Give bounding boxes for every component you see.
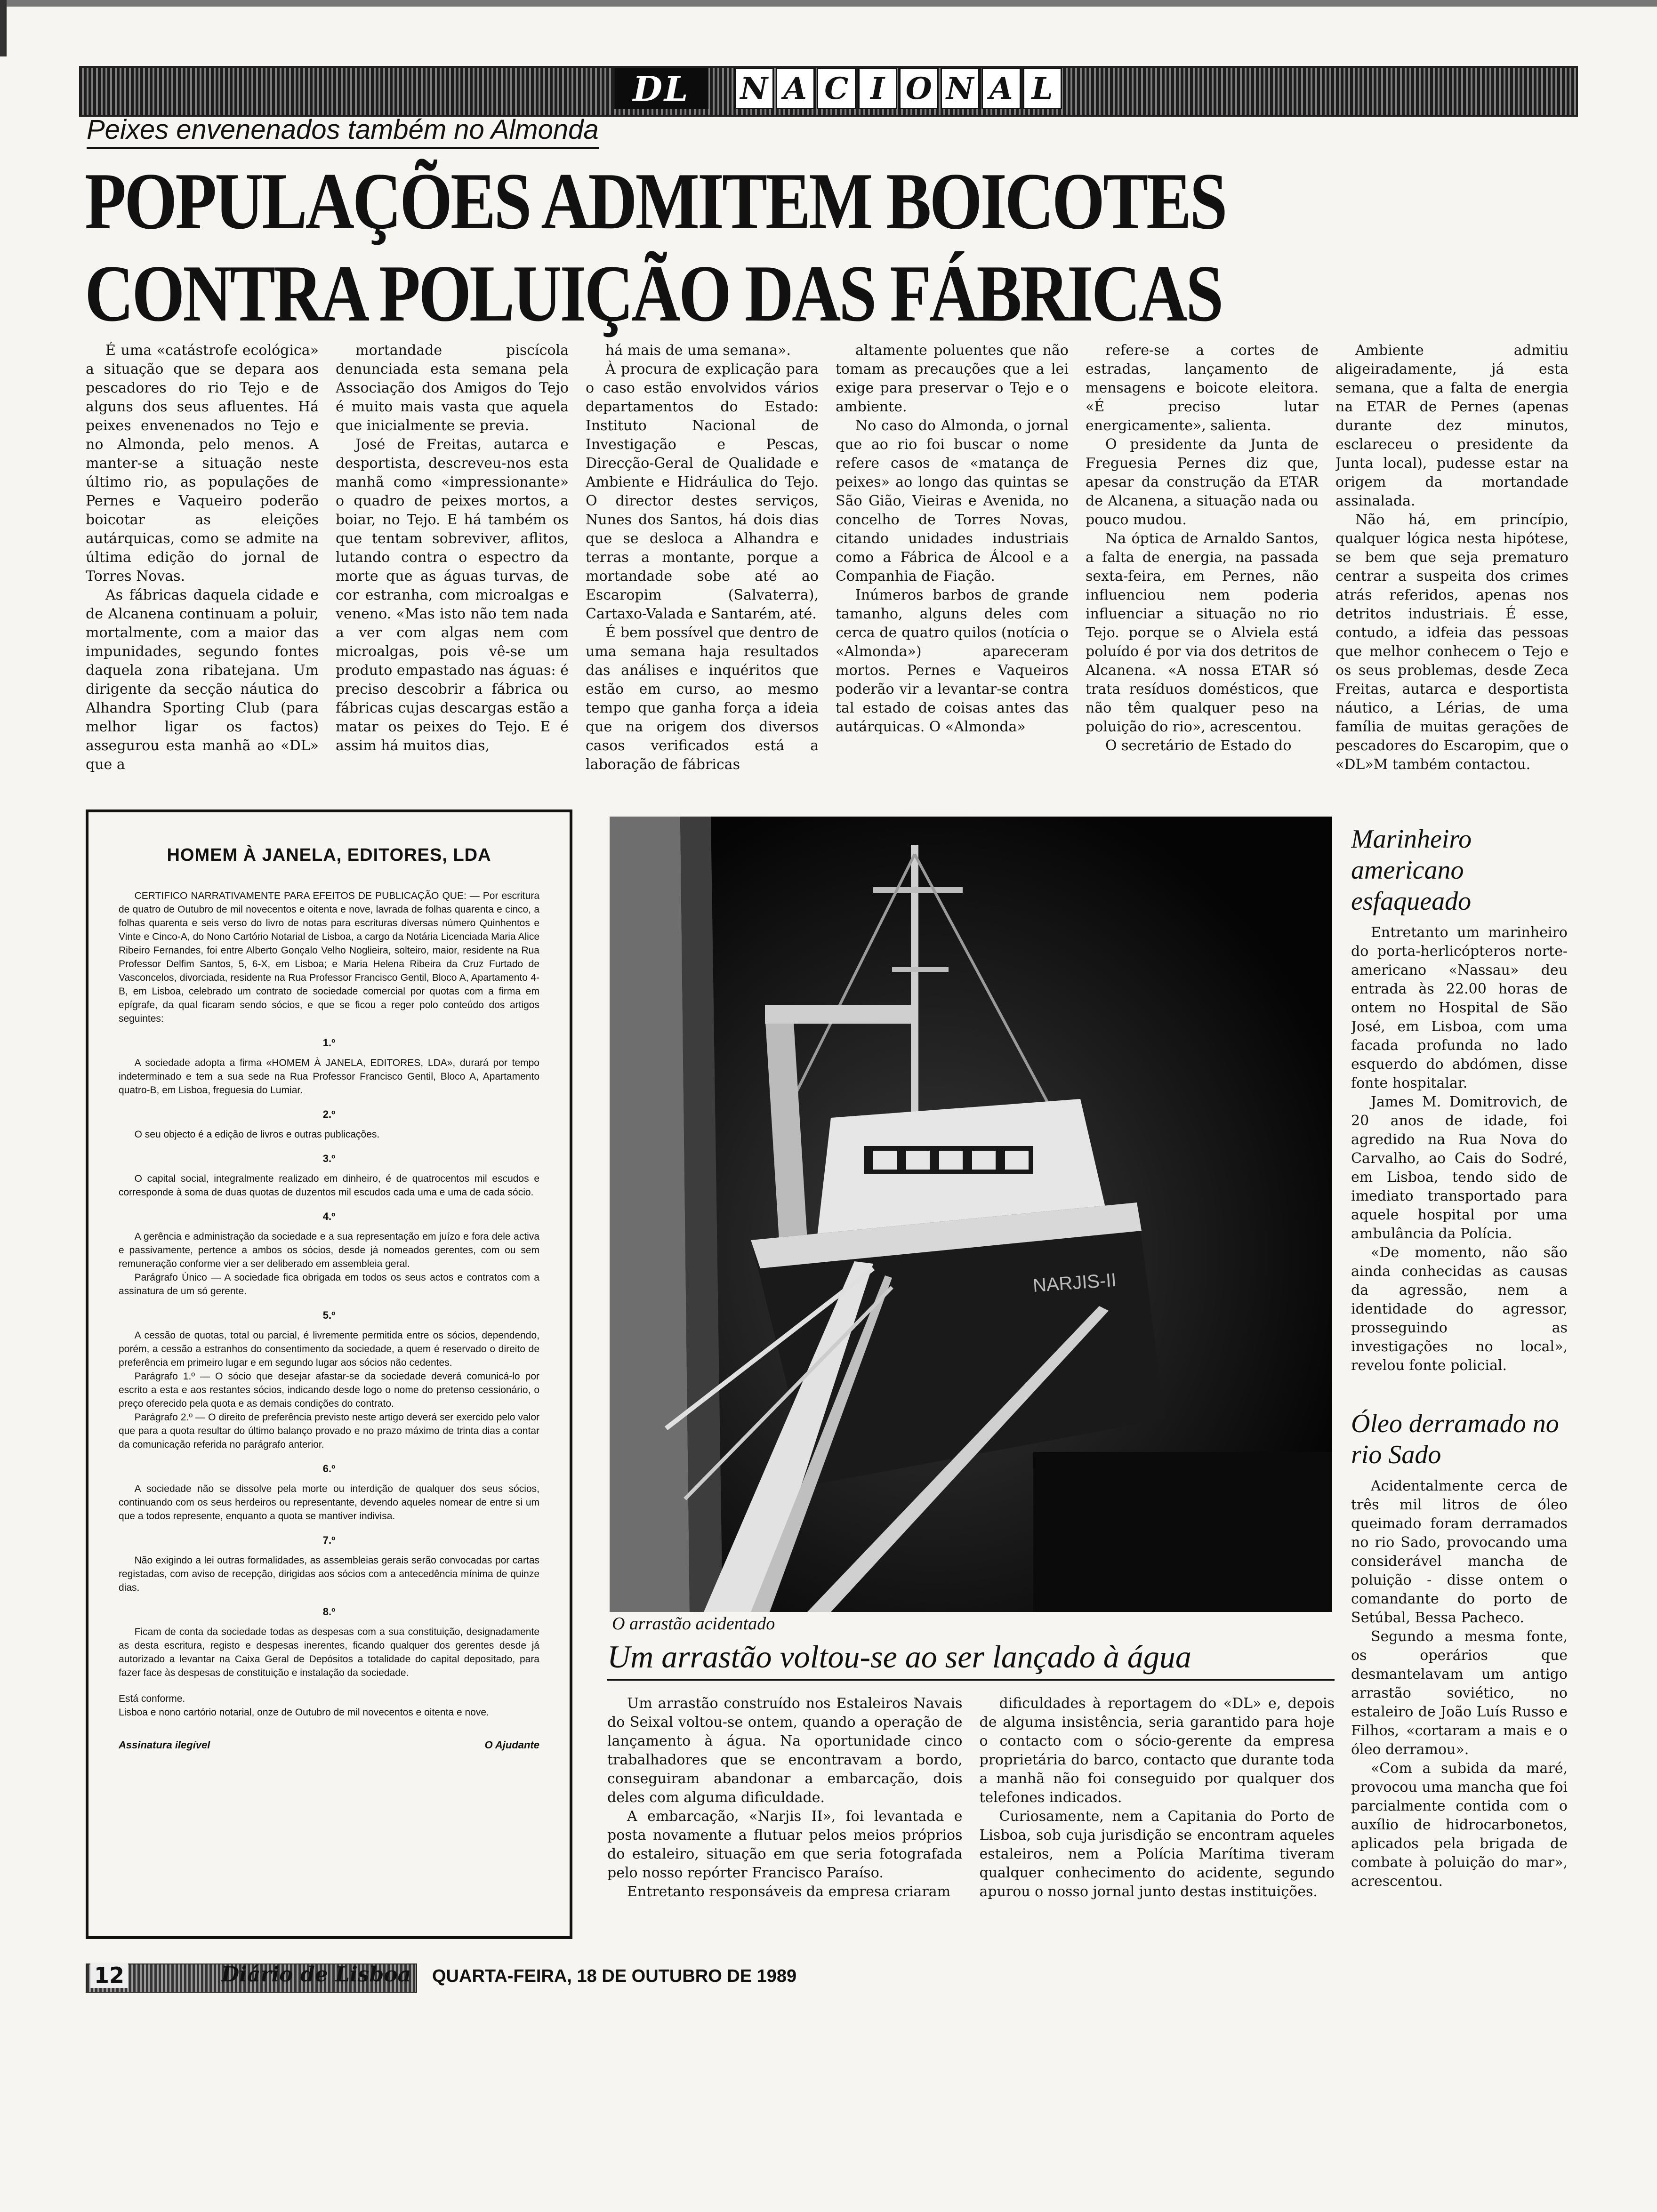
section-letter: O [899,68,939,109]
brief-paragraph: «Com a subida da maré, provocou uma mancha que foi parcialmente contida com o auxílio de hidrocarbonetos, aplicados pela brigada de combate à poluição do mar», acrescentou. [1351,1760,1568,1890]
article-column [1086,341,1319,800]
paragraph: há mais de uma semana». [605,342,791,359]
brief-paragraph: James M. Domitrovich, de 20 anos de idade, foi agredido na Rua Nova do Carvalho, ao Cais do Sodré, em Lisboa, tendo sido de imediato transportado para aquele hospital por uma ambulância da Polícia. [1351,1094,1568,1242]
article-paragraph: A cessão de quotas, total ou parcial, é livremente permitida entre os sócios, dependendo, porém, a cessão a estranhos do consentimento da sociedade, a quem é reservado o direito de preferência em primeiro lugar e em segundo lugar aos sócios não cedentes. [119,1330,539,1368]
article-number: 4.º [322,1210,336,1222]
article-paragraph: O capital social, integralmente realizado em dinheiro, é de quatrocentos mil escudos e corresponde à soma de duas quotas de duzentos mil escudos cada uma e uma de cada sócio. [119,1173,539,1198]
notice-closing-1: Está conforme. [119,1693,185,1704]
paragraph: refere-se a cortes de estradas, lançamento de mensagens e boicote eleitora. «É preciso lutar energicamente», salienta. [1086,342,1319,434]
scan-mark [0,0,7,56]
brief-paragraph: «De momento, não são ainda conhecidas as causas da agressão, nem a identidade do agressor, prosseguindo as investigações no local», revelou fonte policial. [1351,1244,1568,1374]
paragraph: José de Freitas, autarca e desportista, descreveu-nos esta manhã como «impressionante» o quadro de peixes mortos, a boiar, no Tejo. E há também os que tentam sobreviver, aflitos, lutando contra o espectro da morte que as águas turvas, de cor estranha, com microalgas e veneno. «Mas isto não tem nada a ver com algas nem com microalgas, pois vê-se um produto empastado nas águas: é preciso descobrir a fábrica ou fábricas cujas descargas estão a matar os peixes do Tejo. E é assim há muitos dias, [336,436,569,754]
headline-line-2: CONTRA POLUIÇÃO DAS FÁBRICAS [85,249,1222,338]
legal-notice-box [86,809,572,1939]
paragraph: Inúmeros barbos de grande tamanho, alguns deles com cerca de quatro quilos (notícia o «Almonda») apareceram mortos. Pernes e Vaqueiros poderão vir a levantar-se contra tal estado de coisas antes das autárquicas. O «Almonda» [836,587,1069,735]
brief-paragraph: Acidentalmente cerca de três mil litros de óleo queimado foram derramados no rio Sado, provocando uma considerável mancha de poluição - disse ontem o comandante do porto de Setúbal, Bessa Pacheco. [1351,1478,1568,1626]
article-column [607,1694,963,1958]
article-paragraph: A sociedade adopta a firma «HOMEM À JANELA, EDITORES, LDA», durará por tempo indeterminado e tem a sua sede na Rua Professor Francisco Gentil, Bloco A, Apartamento quatro-B, em Lisboa, freguesia do Lumiar. [119,1058,539,1096]
dl-logo: DL [614,68,708,109]
article-number: 2.º [322,1108,336,1120]
notice-title: HOMEM À JANELA, EDITORES, LDA [167,845,491,865]
newspaper-name: Diário de Lisboa [221,1963,411,1987]
article-column [1335,341,1569,800]
brief-paragraph: Segundo a mesma fonte, os operários que desmantelavam um antigo arrastão soviético, no estaleiro de João Luís Russo e Filhos, «cortaram a mais e o óleo derramou». [1351,1628,1568,1758]
section-letter: N [734,68,774,109]
article-paragraph: A sociedade não se dissolve pela morte ou interdição de qualquer dos seus sócios, continuando com os seus herdeiros ou representante, devendo aqueles nomear de entre si um que a todos represente, enquanto a quota se mantiver indivisa. [119,1483,539,1522]
paragraph: É uma «catástrofe ecológica» a situação que se depara aos pescadores do rio Tejo e de alguns dos seus afluentes. Há peixes envenenados no Tejo e no Almonda, pelo menos. A manter-se a situação neste último rio, as populações de Pernes e Vaqueiro poderão boicotar as eleições autárquicas, como se admite na última edição do jornal de Torres Novas. [86,342,319,585]
paragraph: Entretanto responsáveis da empresa criaram [627,1883,951,1900]
headline-line-1: POPULAÇÕES ADMITEM BOICOTES [85,157,1226,246]
paragraph: As fábricas daquela cidade e de Alcanena continuam a poluir, mortalmente, com a maior das impunidades, segundo fontes daquela zona ribatejana. Um dirigente da secção náutica do Alhandra Sporting Club (para melhor ligar os factos) assegurou esta manhã ao «DL» que a [86,587,319,773]
footer-date: QUARTA-FEIRA, 18 DE OUTUBRO DE 1989 [432,1966,797,1986]
article-number: 8.º [322,1606,336,1618]
brief-title-sailor: Marinheiro americano esfaqueado [1351,825,1472,916]
brief-title-oil: Óleo derramado no rio Sado [1351,1409,1559,1469]
article-paragraph: O seu objecto é a edição de livros e outras publicações. [134,1129,380,1140]
trawler-illustration [610,817,1332,1612]
article-paragraph: Não exigindo a lei outras formalidades, as assembleias gerais serão convocadas por cartas registadas, com aviso de recepção, dirigidas aos sócios com a antecedência mínima de quinze dias. [119,1555,539,1593]
brief-body-oil [1351,1477,1568,1891]
main-article [86,341,1569,800]
section-letter: C [817,68,856,109]
article-number: 1.º [322,1037,336,1049]
signature-left: Assinatura ilegível [119,1739,210,1751]
paragraph: Um arrastão construído nos Estaleiros Navais do Seixal voltou-se ontem, quando a operação de lançamento à água. Na oportunidade cinco trabalhadores que se encontravam a bordo, conseguiram abandonar a embarcação, dois deles com alguma dificuldade. [607,1695,963,1806]
article-column [586,341,819,800]
paragraph: Curiosamente, nem a Capitania do Porto de Lisboa, sob cuja jurisdição se encontram aqueles estaleiros, nem a Polícia Marítima tiveram qualquer conhecimento do acidente, segundo apurou o nosso jornal junto destas instituições. [979,1808,1335,1900]
paragraph: No caso do Almonda, o jornal que ao rio foi buscar o nome refere casos de «matança de peixes» ao longo das quintas se São Gião, Vieiras e Avenida, no concelho de Torres Novas, citando unidades industriais como a Fábrica de Álcool e a Companhia de Fiação. [836,417,1069,585]
trawler-photo [610,817,1332,1612]
article-number: 5.º [322,1309,336,1321]
trawler-article [607,1694,1335,1958]
paragraph: mortandade piscícola denunciada esta semana pela Associação dos Amigos do Tejo é muito mais vasta que aquela que inicialmente se previa. [336,342,569,434]
section-letter: N [941,68,980,109]
section-letter: A [776,68,815,109]
kicker: Peixes envenenados também no Almonda [87,113,599,149]
page-number: 12 [90,1963,128,1988]
paragraph: Na óptica de Arnaldo Santos, a falta de energia, na passada sexta-feira, em Pernes, não influenciou nem poderia influenciar a situação no rio Tejo. porque se o Alviela está poluído é por via dos detritos de Alcanena. «A nossa ETAR só trata resíduos domésticos, que não têm qualquer peso na poluição do rio», acrescentou. [1086,530,1319,735]
paragraph: À procura de explicação para o caso estão envolvidos vários departamentos do Estado: Instituto Nacional de Investigação e Pescas, Direcção-Geral de Qualidade e Ambiente e Hidráulica do Tejo. O director destes serviços, Nunes dos Santos, há dois dias que se desloca a Alhandra e terras a montante, porque a mortandade sobe até ao Escaropim (Salvaterra), Cartaxo-Valada e Santarém, até. [586,361,819,622]
article-number: 7.º [322,1534,336,1546]
top-scan-border [0,0,1657,7]
paragraph: dificuldades à reportagem do «DL» e, depois de alguma insistência, seria garantido para hoje o contacto com o sócio-gerente da empresa proprietária do barco, contacto que durante toda a manhã não foi conseguido por qualquer dos telefones indicados. [979,1695,1335,1806]
paragraph: A embarcação, «Narjis II», foi levantada e posta novamente a flutuar pelos meios próprios do estaleiro, situação em que seria fotografada pelo nosso repórter Francisco Paraíso. [607,1808,963,1881]
notice-body [119,889,539,1752]
paragraph: altamente poluentes que não tomam as precauções que a lei exige para preservar o Tejo e o ambiente. [836,342,1069,415]
paragraph: Não há, em princípio, qualquer lógica nesta hipótese, se bem que seja prematuro centrar a suspeita dos crimes atrás referidos, apenas nos detritos industriais. É esse, contudo, a idfeia das pessoas que melhor conhecem o Tejo e os seus problemas, desde Zeca Freitas, autarca e desportista náutico, a Lérias, de uma família de muitas gerações de pescadores do Escaropim, que o «DL»M também contactou. [1335,512,1569,773]
paragraph: Ambiente admitiu aligeiradamente, já esta semana, que a falta de energia na ETAR de Pernes (apenas durante dez minutos, esclareceu o presidente da Junta local), pudesse estar na origem da mortandade assinalada. [1335,342,1569,509]
article-column [336,341,569,800]
article-paragraph: Ficam de conta da sociedade todas as despesas com a sua constituição, designadamente as desta escritura, registo e despesas inerentes, ficando qualquer dos gerentes desde já autorizado a levantar na Caixa Geral de Depósitos a totalidade do capital depositado, para fazer face às despesas de constituição e instalação da sociedade. [119,1627,539,1678]
article-paragraph: Parágrafo 2.º — O direito de preferência previsto neste artigo deverá ser exercido pelo valor que para a quota resultar do último balanço provado e no prazo máximo de trinta dias a contar da comunicação referida no parágrafo anterior. [119,1412,539,1450]
section-letter: I [858,68,898,109]
brief-paragraph: Entretanto um marinheiro do porta-herlicópteros norte-americano «Nassau» deu entrada às 22.00 horas de ontem no Hospital de São José, em Lisboa, com uma facada profunda no lado esquerdo do abdómen, disse fonte hospitalar. [1351,924,1568,1091]
article-number: 3.º [322,1153,336,1164]
section-letter: A [981,68,1021,109]
photo-caption: O arrastão acidentado [612,1614,775,1634]
sidebar-briefs [1351,824,1568,1963]
paragraph: O presidente da Junta de Freguesia Pernes diz que, apesar da construção da ETAR de Alcanena, a situação nada ou pouco mudou. [1086,436,1319,528]
article-paragraph: Parágrafo 1.º — O sócio que desejar afastar-se da sociedade deverá comunicá-lo por escrito a esta e aos restantes sócios, indicando desde logo o nome do pretenso cessionário, o preço oferecido pela quota e as demais condições do contrato. [119,1371,539,1409]
paragraph: O secretário de Estado do [1105,737,1292,754]
notice-closing-2: Lisboa e nono cartório notarial, onze de Outubro de mil novecentos e oitenta e nove. [119,1707,489,1718]
section-letter: L [1023,68,1062,109]
article-number: 6.º [322,1463,336,1475]
article-paragraph: A gerência e administração da sociedade e a sua representação em juízo e fora dele activa e passivamente, pertence a ambos os sócios, desde já nomeados gerentes, com ou sem remuneração conforme vier a ser deliberado em assembleia geral. [119,1231,539,1269]
signature-right: O Ajudante [484,1739,539,1751]
trawler-headline: Um arrastão voltou-se ao ser lançado à água [607,1637,1335,1681]
brief-body-sailor [1351,923,1568,1375]
section-name-nacional [734,68,1064,109]
article-column [980,1694,1335,1958]
paragraph: É bem possível que dentro de uma semana haja resultados das análises e inquéritos que estão em curso, ao mesmo tempo que ganha força a ideia que na origem dos diversos casos verificados está a laboração de fábricas [586,625,819,773]
article-paragraph: Parágrafo Único — A sociedade fica obrigada em todos os seus actos e contratos com a assinatura de um só gerente. [119,1272,539,1297]
hull-name: NARJIS-II [1032,1269,1117,1296]
article-column [86,341,319,800]
article-column [836,341,1069,800]
notice-signatures [119,1738,539,1752]
notice-articles [119,1036,539,1680]
main-headline [85,155,1226,340]
notice-intro: CERTIFICO NARRATIVAMENTE PARA EFEITOS DE PUBLICAÇÃO QUE: — Por escritura de quatro de Outubro de mil novecentos e oitenta e nove, lavrada de folhas quarenta e cinco, a folhas quarenta e seis verso do livro de notas para escrituras diversas número Quinhentos e Vinte e Cinco-A, do Nono Cartório Notarial de Lisboa, a cargo da Notária Licenciada Maria Alice Ribeiro Fernandes, foi entre Alberto Gonçalo Velho Noglieira, solteiro, maior, residente na Rua Professor Delfim Santos, 5, 6-X, em Lisboa; e Maria Helena Ribeira da Cruz Furtado de Vasconcelos, divorciada, residente na Rua Professor Francisco Gentil, Bloco A, Apartamento 4-B, em Lisboa, celebrado um contrato de sociedade comercial por quotas com a firma em epígrafe, da qual ficaram sendo sócios, e que se ficou a reger polo conteúdo dos artigos seguintes: [119,890,539,1024]
